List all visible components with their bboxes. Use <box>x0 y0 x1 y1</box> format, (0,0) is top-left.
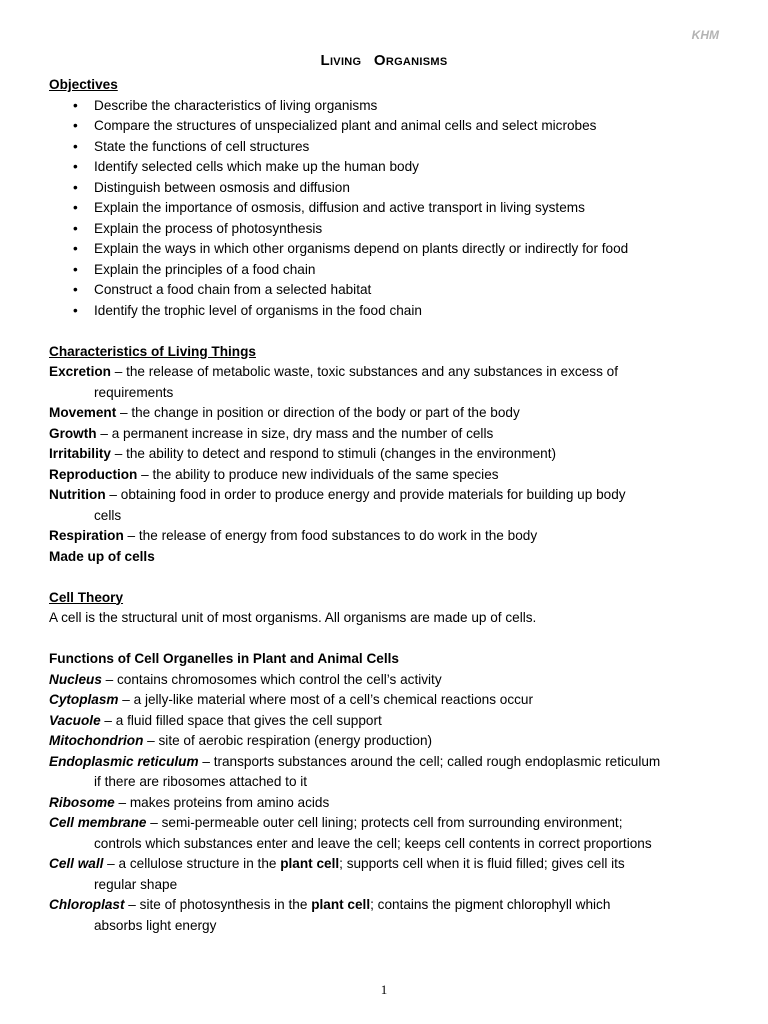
objective-text: Explain the process of photosynthesis <box>94 220 323 236</box>
objective-text: Construct a food chain from a selected habitat <box>94 282 372 297</box>
objective-text: Explain the ways in which other organisms depend on plants directly or indirectly for food <box>94 241 629 256</box>
objective-text: Explain the principles of a food chain <box>94 261 316 277</box>
spacer <box>49 629 717 650</box>
definition-text: ; supports cell when it is fluid filled; gives cell its <box>339 856 625 871</box>
objective-item <box>49 239 717 260</box>
term: Movement <box>49 405 117 420</box>
definition-text: – the release of energy from food substances to do work in the body <box>123 528 538 543</box>
definition-irritability <box>49 444 717 465</box>
bullet-icon: • <box>73 241 78 256</box>
definition-text: ; contains the pigment chlorophyll which <box>370 897 611 912</box>
objective-item <box>49 96 717 117</box>
organelles-heading: Functions of Cell Organelles in Plant and Animal Cells <box>49 651 399 666</box>
made-up-of-cells: Made up of cells <box>49 548 155 564</box>
term: Mitochondrion <box>49 733 144 748</box>
bullet-icon: • <box>73 302 78 318</box>
definition-text: – semi-permeable outer cell lining; protects cell from surrounding environment; <box>146 815 623 830</box>
objective-item <box>49 260 717 281</box>
objective-text: Explain the importance of osmosis, diffusion and active transport in living systems <box>94 200 585 215</box>
objective-item <box>49 157 717 178</box>
objective-text: Distinguish between osmosis and diffusion <box>94 179 350 195</box>
spacer <box>49 567 717 588</box>
bullet-icon: • <box>73 179 78 195</box>
cell-theory-text: A cell is the structural unit of most organisms. All organisms are made up of cells. <box>49 610 537 625</box>
term: Endoplasmic reticulum <box>49 753 199 769</box>
term: Vacuole <box>49 712 101 728</box>
bullet-icon: • <box>73 97 78 113</box>
definition-text: – contains chromosomes which control the cell’s activity <box>101 671 442 687</box>
page-number: 1 <box>380 982 388 997</box>
definition-nutrition <box>49 485 717 506</box>
objective-text: State the functions of cell structures <box>94 138 310 154</box>
bullet-icon: • <box>73 282 78 297</box>
term: Excretion <box>49 364 111 379</box>
objective-item <box>49 219 717 240</box>
bullet-icon: • <box>73 159 78 174</box>
objective-text: Identify selected cells which make up the human body <box>94 159 419 174</box>
emphasis: plant cell <box>280 856 340 871</box>
organelle-er <box>49 752 717 773</box>
bullet-icon: • <box>73 220 78 236</box>
term: Cell membrane <box>49 815 147 830</box>
organelle-ribosome <box>49 793 717 814</box>
definition-excretion <box>49 362 717 383</box>
objective-item <box>49 137 717 158</box>
objective-item <box>49 301 717 322</box>
definition-respiration <box>49 526 717 547</box>
emphasis: plant cell <box>311 897 371 912</box>
definition-text: – the ability to detect and respond to stimuli (changes in the environment) <box>110 446 557 461</box>
definition-text: – obtaining food in order to produce energy and provide materials for building up body <box>105 487 626 502</box>
definition-text: – site of aerobic respiration (energy production) <box>143 733 433 748</box>
definition-text: – the release of metabolic waste, toxic substances and any substances in excess of <box>110 364 618 379</box>
definition-growth <box>49 424 717 445</box>
objective-item <box>49 198 717 219</box>
definition-movement <box>49 403 717 424</box>
cell-theory-heading: Cell Theory <box>49 589 124 605</box>
definition-continuation: regular shape <box>94 876 178 892</box>
definition-text: – a jelly-like material where most of a cell’s chemical reactions occur <box>118 692 534 707</box>
document-body <box>49 75 717 936</box>
term: Growth <box>49 425 97 441</box>
organelle-mitochondrion <box>49 731 717 752</box>
organelle-membrane <box>49 813 717 834</box>
definition-text: – a fluid filled space that gives the cell support <box>100 712 382 728</box>
bullet-icon: • <box>73 138 78 154</box>
objective-item <box>49 280 717 301</box>
term: Ribosome <box>49 794 115 810</box>
characteristics-heading: Characteristics of Living Things <box>49 343 256 359</box>
term: Irritability <box>49 446 111 461</box>
objective-text: Describe the characteristics of living organisms <box>94 97 378 113</box>
objective-item <box>49 178 717 199</box>
objectives-list <box>49 96 717 322</box>
definition-text: – the change in position or direction of the body or part of the body <box>116 405 520 420</box>
definition-continuation: if there are ribosomes attached to it <box>94 774 308 789</box>
term: Nucleus <box>49 671 102 687</box>
objectives-heading: Objectives <box>49 77 118 92</box>
organelle-chloroplast <box>49 895 717 916</box>
objective-text: Compare the structures of unspecialized plant and animal cells and select microbes <box>94 118 597 133</box>
organelle-cytoplasm <box>49 690 717 711</box>
objective-item <box>49 116 717 137</box>
definition-text: – a cellulose structure in the <box>103 856 281 871</box>
term: Reproduction <box>49 466 138 482</box>
term: Chloroplast <box>49 897 125 912</box>
term: Cytoplasm <box>49 692 119 707</box>
definition-continuation: cells <box>94 507 122 523</box>
objective-text: Identify the trophic level of organisms in the food chain <box>94 302 422 318</box>
organelle-wall <box>49 854 717 875</box>
term: Respiration <box>49 528 124 543</box>
definition-text: – transports substances around the cell; called rough endoplasmic reticulum <box>198 753 661 769</box>
definition-continuation: controls which substances enter and leave the cell; keeps cell contents in correct proportions <box>94 835 652 851</box>
definition-text: – site of photosynthesis in the <box>124 897 312 912</box>
definition-text: – makes proteins from amino acids <box>114 794 330 810</box>
spacer <box>49 321 717 342</box>
bullet-icon: • <box>73 200 78 215</box>
definition-continuation: absorbs light energy <box>94 917 217 933</box>
bullet-icon: • <box>73 261 78 277</box>
page-title: Living Organisms <box>320 52 448 69</box>
bullet-icon: • <box>73 118 78 133</box>
definition-reproduction <box>49 465 717 486</box>
term: Cell wall <box>49 856 104 871</box>
header-initials: KHM <box>691 28 719 42</box>
definition-continuation: requirements <box>94 384 174 400</box>
term: Nutrition <box>49 487 106 502</box>
definition-text: – the ability to produce new individuals of the same species <box>137 466 499 482</box>
organelle-vacuole <box>49 711 717 732</box>
definition-text: – a permanent increase in size, dry mass and the number of cells <box>96 425 494 441</box>
organelle-nucleus <box>49 670 717 691</box>
